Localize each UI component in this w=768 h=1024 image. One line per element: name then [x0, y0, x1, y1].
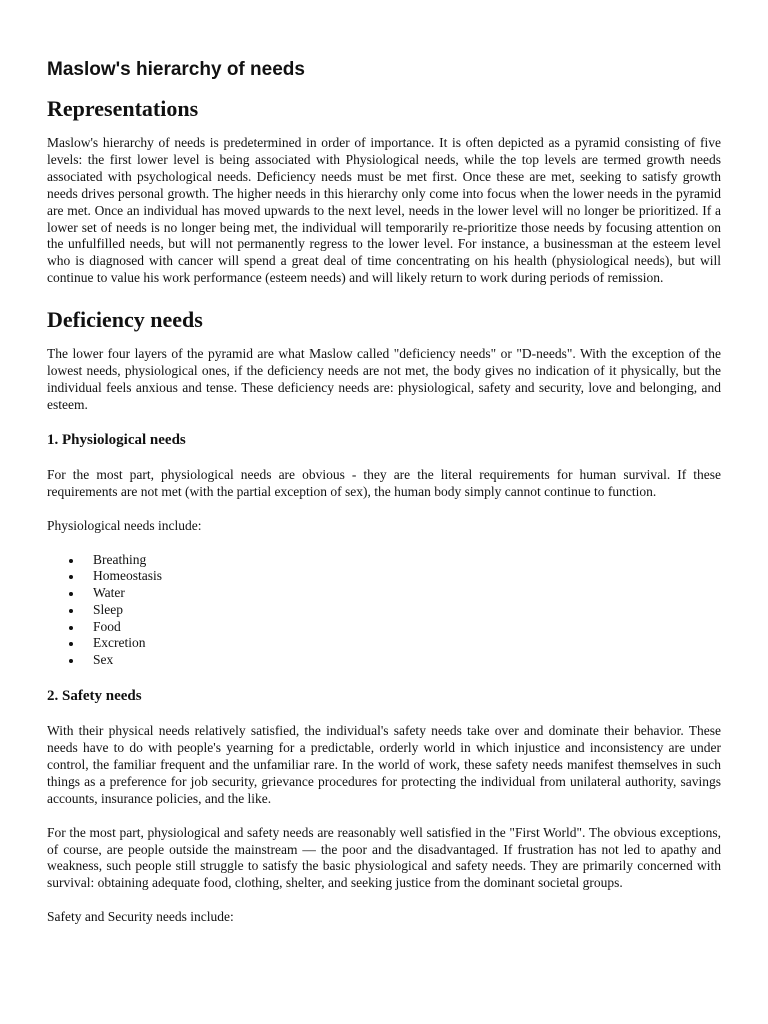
list-item: Breathing: [93, 552, 721, 569]
physiological-needs-list: [47, 552, 721, 670]
safety-needs-paragraph-2: For the most part, physiological and safety needs are reasonably well satisfied in the "First World". The obvious exceptions, of course, are people outside the mainstream — the poor and the disadvantaged. If frustration has not led to apathy and weakness, such people still struggle to satisfy the basic physiological and safety needs. They are primarily concerned with survival: obtaining adequate food, clothing, shelter, and seeking justice from the dominant societal groups.: [47, 824, 721, 891]
safety-list-intro: Safety and Security needs include:: [47, 909, 234, 925]
safety-needs-paragraph-1: With their physical needs relatively satisfied, the individual's safety needs take over and dominate their behavior. These needs have to do with people's yearning for a predictable, orderly world in which injustice and inconsistency are under control, the familiar frequent and the unfamiliar rare. In the world of work, these safety needs manifest themselves in such things as a preference for job security, grievance procedures for protecting the individual from unilateral authority, savings accounts, insurance policies, and the like.: [47, 723, 721, 806]
physiological-needs-paragraph: For the most part, physiological needs are obvious - they are the literal requirements for human survival. If these requirements are not met (with the partial exception of sex), the human body simply cannot continue to function.: [47, 466, 721, 499]
physiological-list-intro: Physiological needs include:: [47, 517, 202, 533]
list-item: Water: [93, 585, 721, 602]
list-item: Food: [93, 619, 721, 636]
representations-heading: Representations: [47, 96, 199, 121]
representations-paragraph: Maslow's hierarchy of needs is predetermined in order of importance. It is often depicted as a pyramid consisting of five levels: the first lower level is being associated with Physiological needs, while the top levels are termed growth needs associated with psychological needs. Deficiency needs must be met first. Once these are met, seeking to satisfy growth needs drives personal growth. The higher needs in this hierarchy only come into focus when the lower needs in the pyramid are met. Once an individual has moved upwards to the next level, needs in the lower level will no longer be prioritized. If a lower set of needs is no longer being met, the individual will temporarily re-prioritize those needs by focusing attention on the unfulfilled needs, but will not permanently regress to the lower level. For instance, a businessman at the esteem level who is diagnosed with cancer will spend a great deal of time concentrating on his health (physiological needs), but will continue to value his work performance (esteem needs) and will likely return to work during periods of remission.: [47, 135, 721, 286]
list-item: Sex: [93, 652, 721, 669]
deficiency-needs-heading: Deficiency needs: [47, 307, 203, 333]
list-item: Sleep: [93, 602, 721, 619]
safety-needs-heading: 2. Safety needs: [47, 688, 142, 705]
deficiency-needs-paragraph: The lower four layers of the pyramid are what Maslow called "deficiency needs" or "D-needs". With the exception of the lowest needs, physiological ones, if the deficiency needs are not met, the body gives no indication of it physically, but the individual feels anxious and tense. These deficiency needs are: physiological, safety and security, love and belonging, and esteem.: [47, 346, 721, 412]
list-item: Excretion: [93, 635, 721, 652]
physiological-needs-heading: 1. Physiological needs: [47, 431, 186, 448]
page-title: Maslow's hierarchy of needs: [47, 59, 305, 80]
list-item: Homeostasis: [93, 568, 721, 585]
